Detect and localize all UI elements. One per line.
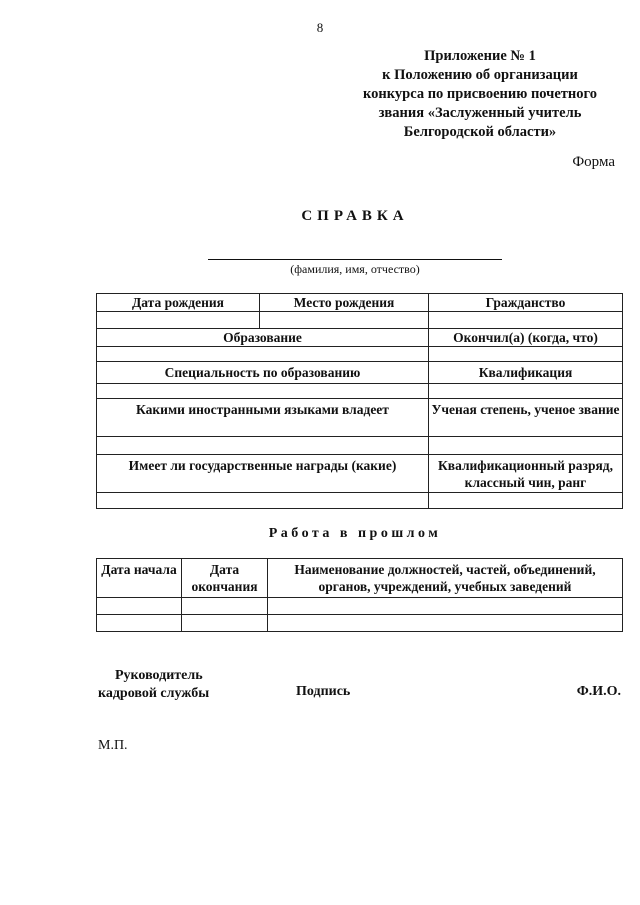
header-end-date: Дата окончания <box>182 559 268 598</box>
header-birth-place: Место рождения <box>260 294 429 312</box>
cell-languages[interactable] <box>97 437 429 455</box>
cell-start-date[interactable] <box>97 615 182 632</box>
appendix-line: Приложение № 1 <box>424 48 536 64</box>
cell-position-name[interactable] <box>268 598 623 615</box>
appendix-line: звания «Заслуженный учитель <box>378 105 582 121</box>
name-fill-line[interactable] <box>208 259 502 260</box>
appendix-line: Белгородской области» <box>403 124 557 140</box>
signature-label: Подпись <box>296 684 351 699</box>
header-start-date: Дата начала <box>97 559 182 598</box>
header-graduated: Окончил(а) (когда, что) <box>429 329 623 347</box>
header-degree: Ученая степень, ученое звание <box>429 399 623 437</box>
header-birth-date: Дата рождения <box>97 294 260 312</box>
header-specialty: Специальность по образованию <box>97 362 429 384</box>
header-rank: Квалификационный разряд, классный чин, ранг <box>429 455 623 493</box>
cell-rank[interactable] <box>429 493 623 509</box>
header-position-name: Наименование должностей, частей, объединений, органов, учреждений, учебных заведений <box>268 559 623 598</box>
cell-end-date[interactable] <box>182 615 268 632</box>
cell-position-name[interactable] <box>268 615 623 632</box>
section-title-work-history: Работа в прошлом <box>268 526 442 541</box>
appendix-line: конкурса по присвоению почетного <box>362 86 598 102</box>
name-caption: (фамилия, имя, отчество) <box>290 262 420 276</box>
document-title: СПРАВКА <box>301 208 409 224</box>
header-languages: Какими иностранными языками владеет <box>97 399 429 437</box>
form-label: Форма <box>572 154 615 170</box>
work-history-table <box>96 558 623 632</box>
appendix-line: к Положению об организации <box>382 67 578 83</box>
cell-graduated[interactable] <box>429 347 623 362</box>
header-qualification: Квалификация <box>429 362 623 384</box>
cell-qualification[interactable] <box>429 384 623 399</box>
page-number: 8 <box>316 20 324 35</box>
cell-education[interactable] <box>97 347 429 362</box>
signature-role <box>98 667 209 703</box>
fio-label: Ф.И.О. <box>576 684 621 699</box>
header-awards: Имеет ли государственные награды (какие) <box>97 455 429 493</box>
cell-birth-place[interactable] <box>260 312 429 329</box>
stamp-label: М.П. <box>98 738 128 753</box>
cell-birth-date[interactable] <box>97 312 260 329</box>
header-citizenship: Гражданство <box>429 294 623 312</box>
cell-specialty[interactable] <box>97 384 429 399</box>
cell-citizenship[interactable] <box>429 312 623 329</box>
cell-degree[interactable] <box>429 437 623 455</box>
appendix-header <box>330 47 630 142</box>
cell-end-date[interactable] <box>182 598 268 615</box>
signature-role-line: кадровой службы <box>98 686 210 701</box>
cell-start-date[interactable] <box>97 598 182 615</box>
header-education: Образование <box>97 329 429 347</box>
cell-awards[interactable] <box>97 493 429 509</box>
signature-role-line: Руководитель <box>115 668 203 683</box>
personal-info-table <box>96 293 623 509</box>
